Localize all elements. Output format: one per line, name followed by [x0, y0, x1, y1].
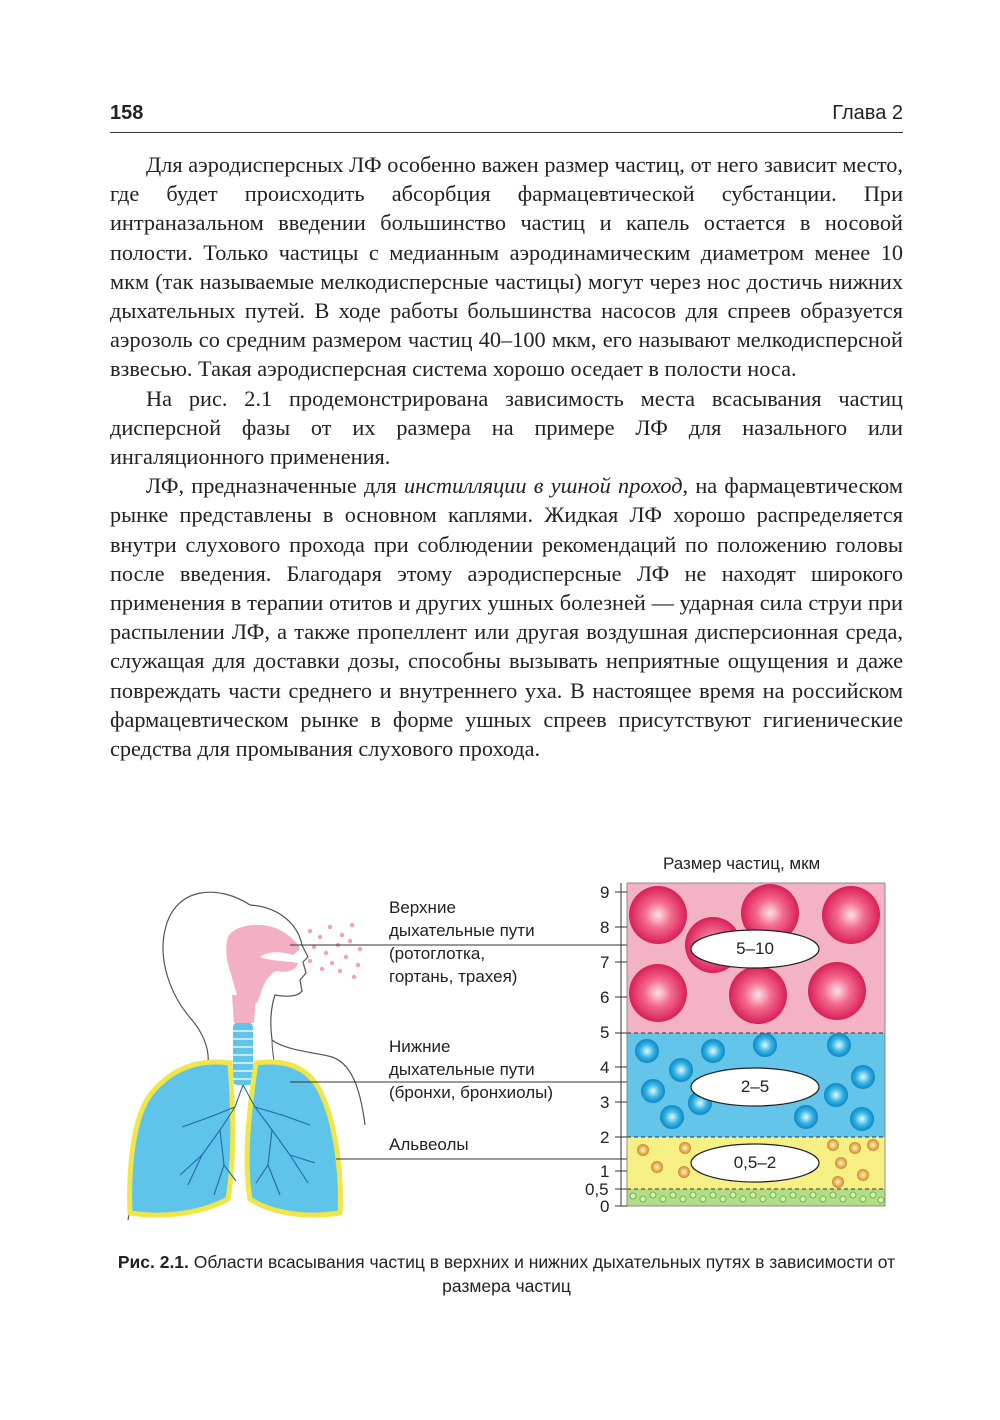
paragraph-2: На рис. 2.1 продемонстрирована зависимость места всасывания частиц дисперсной фазы от их размера на примере ЛФ для назального или ингаляционного применения. [110, 385, 903, 470]
caption-label: Рис. 2.1. [117, 1252, 189, 1272]
paragraph-3-rest: , на фармацевтическом рынке представлены в основном каплями. Жидкая ЛФ хорошо распределяется внутри слухового прохода при соблюдении рекомендаций по положению головы после введения. Благодаря этому аэродисперсные ЛФ не находят широкого применения в терапии отитов и других ушных болезней — ударная сила струи при распылении ЛФ, а также пропеллент или другая воздушная дисперсионная среда, служащая для доставки дозы, способны вызывать неприятные ощущения и даже повреждать части среднего и внутреннего уха. В настоящее время на российском фармацевтическом рынке в форме ушных спреев присутствуют гигиенические средства для промывания слухового прохода. [110, 473, 904, 762]
caption-text: Области всасывания частиц в верхних и нижних дыхательных путях в зависимости от размера частиц [188, 1252, 896, 1296]
tick-label: 8 [600, 918, 610, 937]
tick-label: 3 [600, 1093, 610, 1112]
tick-label: 6 [600, 988, 610, 1007]
label-line: Нижние [389, 1037, 451, 1056]
tick-label: 4 [600, 1058, 610, 1077]
trachea [233, 1023, 253, 1085]
paragraph-3 [110, 471, 903, 763]
tick-label: 1 [600, 1162, 610, 1181]
axis-title: Размер частиц, мкм [663, 854, 821, 873]
label-upper-airways [389, 896, 535, 988]
size-axis [615, 883, 627, 1206]
tick-label: 0,5 [585, 1180, 609, 1199]
range-alveoli: 0,5–2 [733, 1153, 777, 1172]
label-line: (ротоглотка, [389, 944, 486, 963]
lungs [130, 1062, 341, 1215]
tick-label: 7 [600, 953, 610, 972]
paragraph-3-italic: инстилляции в ушной проход [403, 473, 683, 499]
label-line: дыхательные пути [389, 921, 535, 940]
paragraph-3-start: ЛФ, предназначенные для [146, 473, 404, 499]
label-line: гортань, трахея) [389, 967, 518, 986]
spray-droplets [308, 923, 362, 979]
range-lower: 2–5 [740, 1077, 770, 1096]
paragraph-1: Для аэродисперсных ЛФ особенно важен размер частиц, от него зависит место, где будет происходить абсорбция фармацевтической субстанции. При интраназальном введении большинство частиц и капель остается в носовой полости. Только частицы с медианным аэродинамическим диаметром менее 10 мкм (так называемые мелкодисперсные частицы) могут через нос достичь нижних дыхательных путей. В ходе работы большинства насосов для спреев образуется аэрозоль со средним размером частиц 40–100 мкм, его называют мелкодисперсной взвесью. Такая аэродисперсная система хорошо оседает в полости носа. [110, 152, 903, 382]
figure-caption [110, 1250, 903, 1298]
tick-label: 5 [600, 1023, 610, 1042]
figure-2-1 [110, 845, 903, 1225]
upper-airways-shape [226, 925, 300, 1023]
label-alveoli: Альвеолы [389, 1135, 469, 1154]
page-number: 158 [110, 102, 144, 124]
label-line: дыхательные пути [389, 1060, 535, 1079]
label-lower-airways [389, 1035, 553, 1104]
header-rule [110, 132, 903, 133]
body-text [110, 150, 903, 763]
label-line: (бронхи, бронхиолы) [389, 1083, 554, 1102]
tick-label: 0 [600, 1197, 610, 1216]
range-upper: 5–10 [736, 939, 774, 958]
label-line: Верхние [389, 898, 456, 917]
chapter-title: Глава 2 [832, 102, 903, 124]
tick-label: 2 [600, 1128, 610, 1147]
tick-label: 9 [600, 883, 610, 902]
